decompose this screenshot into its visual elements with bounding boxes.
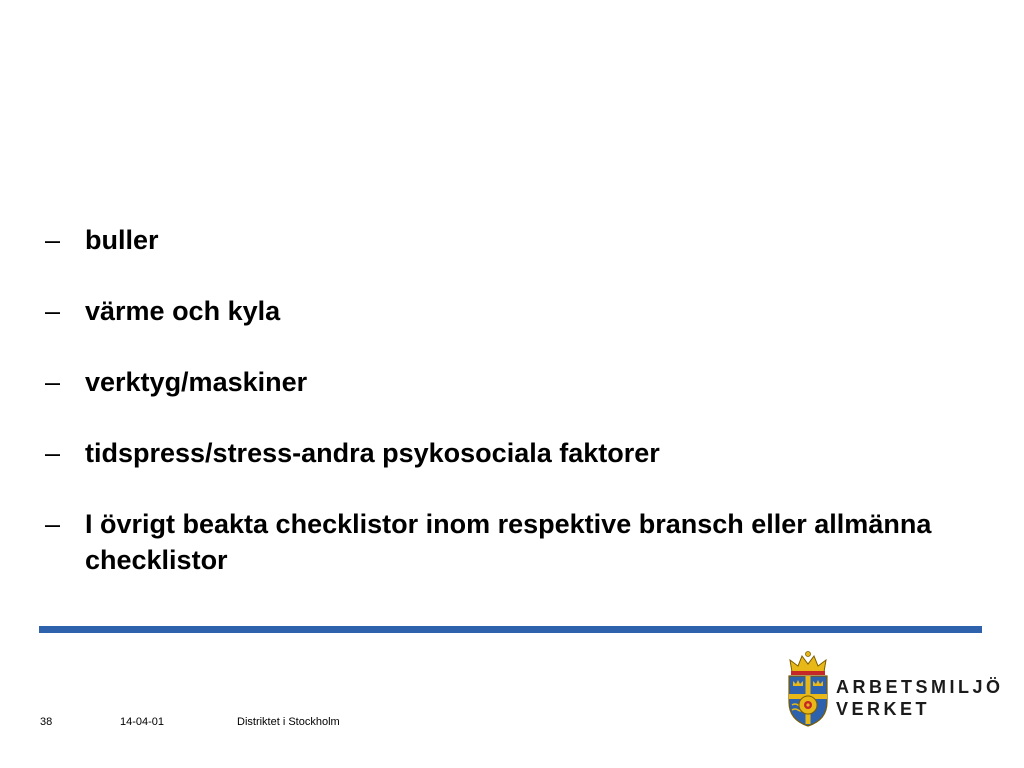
swedish-crown-coat-of-arms-icon (784, 650, 832, 728)
bullet-item (45, 435, 985, 471)
bullet-list (45, 222, 985, 613)
bullet-item (45, 293, 985, 329)
footer-divider (39, 626, 982, 633)
bullet-text: buller (85, 225, 159, 255)
bullet-item (45, 222, 985, 258)
bullet-dash: – (45, 225, 61, 255)
page-number: 38 (40, 716, 53, 728)
bullet-text: tidspress/stress-andra psykosociala faktorer (85, 438, 660, 468)
bullet-dash: – (45, 509, 61, 539)
bullet-text: värme och kyla (85, 296, 281, 326)
footer-date: 14-04-01 (120, 716, 165, 728)
logo-text-line2: VERKET (836, 699, 931, 719)
bullet-text: I övrigt beakta checklistor inom respektive bransch eller allmänna checklistor (85, 509, 932, 575)
bullet-dash: – (45, 438, 61, 468)
bullet-item (45, 506, 985, 578)
footer-organization: Distriktet i Stockholm (237, 716, 340, 728)
bullet-dash: – (45, 296, 61, 326)
logo-wordmark (836, 676, 1004, 720)
logo-text-line1: ARBETSMILJÖ (836, 677, 1004, 697)
bullet-dash: – (45, 367, 61, 397)
bullet-text: verktyg/maskiner (85, 367, 308, 397)
bullet-item (45, 364, 985, 400)
arbetsmiljoverket-logo (780, 650, 1004, 730)
